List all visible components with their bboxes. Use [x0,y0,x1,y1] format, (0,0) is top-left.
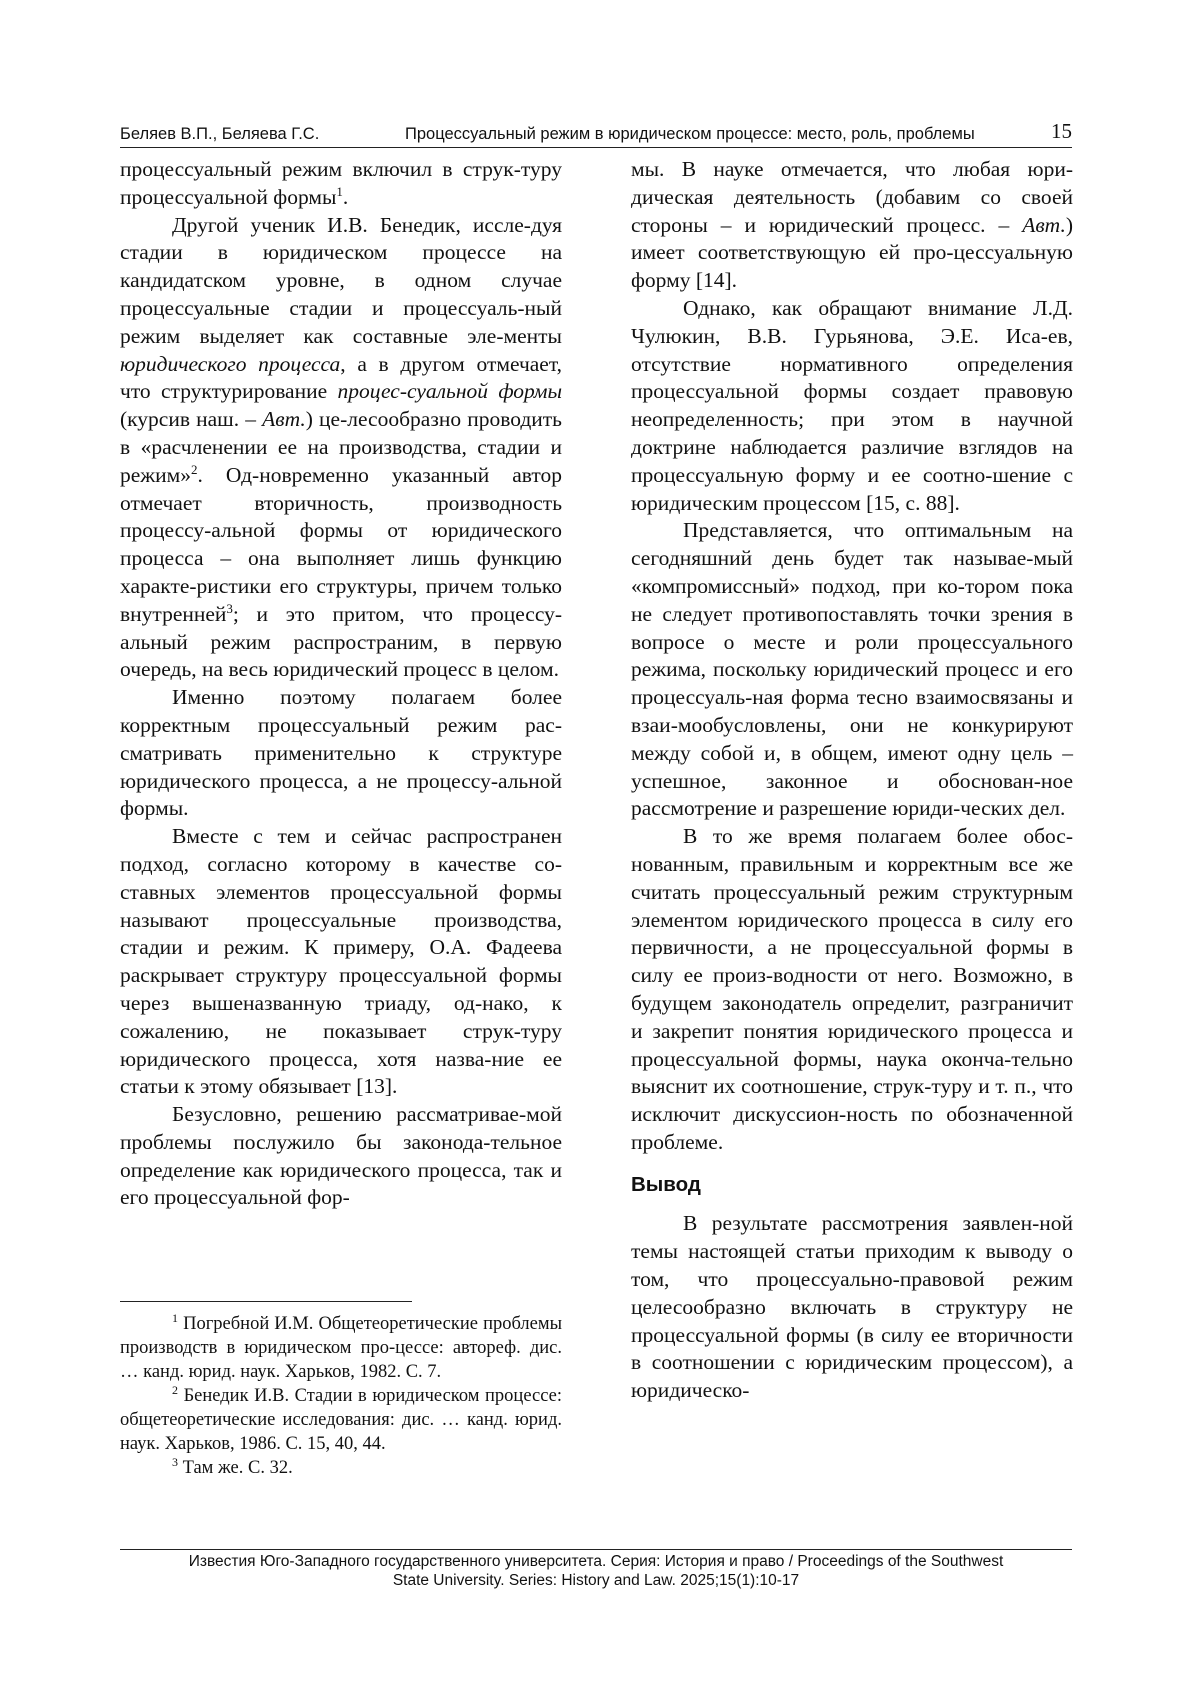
paragraph: Безусловно, решению рассматривае-мой проблемы послужило бы законода-тельное определение как юридического процесса, так и его процессуальной фор- [120,1102,562,1210]
left-column [120,156,562,1212]
paragraph: процессуальный режим включил в струк-туру процессуальной формы$^1$. [120,157,562,209]
footnote-ref[interactable]: 3 [226,600,233,616]
paragraph: мы. В науке отмечается, что любая юри-дическая деятельность (добавим со своей стороны – и юридический процесс. – Авт.) имеет соответствующую ей про-цессуальную форму [14]. [631,157,1073,293]
footnote-ref[interactable]: 2 [191,461,198,477]
footnote: $^1$ Погребной И.М. Общетеоретические проблемы производств в юридическом про-цессе: автореф. дис. … канд. юрид. наук. Харьков, 1982. С. 7. [120,1310,562,1382]
footnote: $^2$ Бенедик И.В. Стадии в юридическом процессе: общетеоретические исследования: дис. … канд. юрид. наук. Харьков, 1986. С. 15, 40, 44. [120,1382,562,1454]
header-article-title: Процессуальный режим в юридическом процессе: место, роль, проблемы [405,125,975,143]
paragraph: Вместе с тем и сейчас распространен подход, согласно которому в качестве со-ставных элементов процессуальной формы называют процессуальные производства, стадии и режим. К примеру, О.А. Фадеева раскрывает структуру процессуальной формы через вышеназванную триаду, од-нако, к сожалению, не показывает струк-туру юридического процесса, хотя назва-ние ее статьи к этому обязывает [13]. [120,824,562,1099]
footer-line-1: Известия Юго-Западного государственного университета. Серия: История и право / Proceedings of the Southwest [188,1553,1004,1570]
paragraph: Представляется, что оптимальным на сегодняшний день будет так называе-мый «компромиссный» подход, при ко-тором пока не следует противопоставлять точки зрения в вопросе о месте и роли процессуального режима, поскольку юридический процесс и его процессуаль-ная форма тесно взаимосвязаны и взаи-мообусловлены, они не конкурируют между собой и, в общем, имеют одну цель – успешное, законное и обоснован-ное рассмотрение и разрешение юриди-ческих дел. [631,518,1073,821]
header-authors: Беляев В.П., Беляева Г.С. [120,125,320,143]
footnote-ref[interactable]: 1 [336,183,343,199]
paragraph: Именно поэтому полагаем более корректным процессуальный режим рас-сматривать применительно к структуре юридического процесса, а не процессу-альной формы. [120,685,562,821]
page-number: 15 [1051,119,1072,143]
footnotes [120,1312,562,1480]
running-header [120,118,1072,148]
paragraph: В результате рассмотрения заявлен-ной темы настоящей статьи приходим к выводу о том, что процессуально-правовой режим целесообразно включать в структуру не процессуальной формы (в силу ее вторичности в соотношении с юридическим процессом), а юридическо- [631,1211,1073,1403]
paragraph: Однако, как обращают внимание Л.Д. Чулюкин, В.В. Гурьянова, Э.Е. Иса-ев, отсутствие нормативного определения процессуальной формы создает правовую неопределенность; при этом в научной доктрине наблюдается различие взглядов на процессуальную форму и ее соотно-шение с юридическим процессом [15, с. 88]. [631,295,1073,515]
journal-footer [120,1549,1072,1590]
paragraph: Другой ученик И.В. Бенедик, иссле-дуя стадии в юридическом процессе на кандидатском уровне, в одном случае процессуальные стадии и процессуаль-ный режим выделяет как составные эле-менты юридического процесса, а в другом отмечает, что структурирование процес-суальной формы (курсив наш. – Авт.) це-лесообразно проводить в «расчленении ее на производства, стадии и режим»$^2$. Од-новременно указанный автор отмечает вторичность, производность процессу-альной формы от юридического процесса – она выполняет лишь функцию характе-ристики его структуры, причем только внутренней$^3$; и это притом, что процессу-альный режим распространим, в первую очередь, на весь юридический процесс в целом. [120,212,563,682]
footer-line-2: State University. Series: History and Law. 2025;15(1):10-17 [392,1572,800,1589]
paragraph: В то же время полагаем более обос-нованным, правильным и корректным все же считать процессуальный режим структурным элементом юридического процесса в силу его первичности, а не процессуальной формы в силу ее произ-водности от него. Возможно, в будущем законодатель определит, разграничит и закрепит понятия юридического процесса и процессуальной формы, наука оконча-тельно выяснит их соотношение, струк-туру и т. п., что исключит дискуссион-ность по обозначенной проблеме. [631,824,1073,1154]
right-column [631,156,1073,1405]
section-heading: Вывод [631,1172,701,1196]
footnote: $^3$ Там же. С. 32. [172,1454,293,1478]
footnote-separator [120,1301,412,1302]
